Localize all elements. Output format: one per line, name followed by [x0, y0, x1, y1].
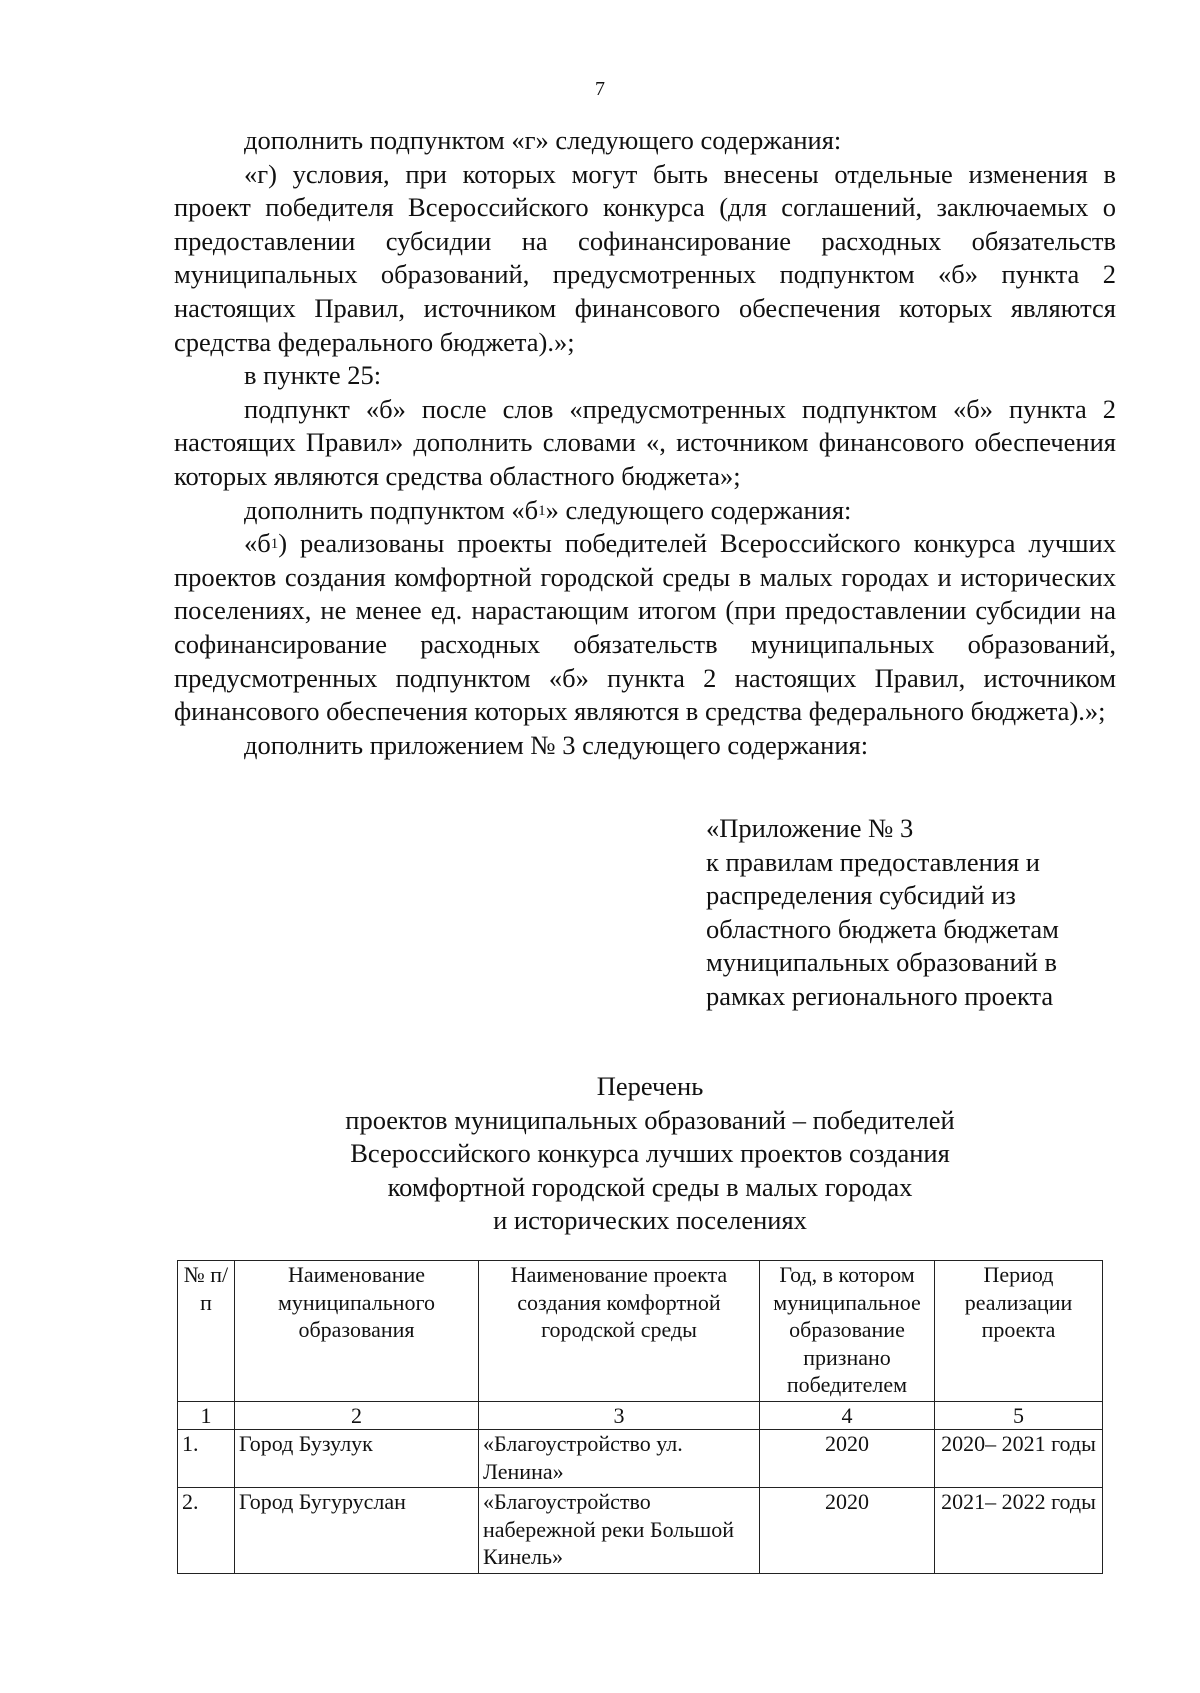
row-project: «Благоустройство набережной реки Большой Кинель»: [479, 1488, 760, 1574]
column-number: 4: [760, 1401, 935, 1430]
superscript: 1: [270, 536, 279, 553]
projects-table: [177, 1260, 1103, 1574]
row-municipality: Город Бузулук: [235, 1430, 479, 1488]
column-number: 2: [235, 1401, 479, 1430]
paragraph-clause-25: в пункте 25:: [244, 360, 382, 391]
appendix-line: распределения субсидий из: [706, 880, 1016, 910]
text-segment: » следующего содержания:: [545, 494, 852, 525]
row-number: 1.: [178, 1430, 235, 1488]
list-title: [250, 1070, 1050, 1238]
paragraph-add-appendix-3: дополнить приложением № 3 следующего содержания:: [244, 729, 869, 760]
paragraph-add-subparagraph-b1: [174, 494, 1116, 528]
column-number: 1: [178, 1401, 235, 1430]
title-line: Всероссийского конкурса лучших проектов создания: [350, 1138, 950, 1168]
column-number: 3: [479, 1401, 760, 1430]
title-line: комфортной городской среды в малых городах: [387, 1171, 913, 1202]
header-year: Год, в котором муниципальное образование признано победителем: [760, 1261, 935, 1402]
row-municipality: Город Бугуруслан: [235, 1488, 479, 1574]
appendix-line: областного бюджета бюджетам: [706, 913, 1059, 944]
document-body: [174, 124, 1116, 762]
appendix-line: муниципальных образований в: [706, 947, 1058, 977]
row-period: 2020– 2021 годы: [935, 1430, 1103, 1488]
appendix-line: «Приложение № 3: [706, 813, 914, 843]
paragraph-subparagraph-b-amendment: подпункт «б» после слов «предусмотренных подпунктом «б» пункта 2 настоящих Правил» дополнить словами «, источником финансового обеспечения которых являются средства областного бюджета»;: [174, 393, 1116, 491]
column-number-row: [178, 1401, 1103, 1430]
appendix-line: рамках регионального проекта: [706, 980, 1054, 1011]
table-row: [178, 1488, 1103, 1574]
title-line: и исторических поселениях: [493, 1205, 807, 1235]
header-municipality: Наименование муниципального образования: [235, 1261, 479, 1402]
paragraph-subparagraph-g-text: «г) условия, при которых могут быть внесены отдельные изменения в проект победителя Всероссийского конкурса (для соглашений, заключаемых о предоставлении субсидии на софинансирование расходных обязательств муниципальных образований, предусмотренных подпунктом «б» пункта 2 настоящих Правил, источником финансового обеспечения которых являются средства федерального бюджета).»;: [174, 158, 1116, 357]
appendix-header: [706, 812, 1126, 1013]
table-header-row: [178, 1261, 1103, 1402]
row-year: 2020: [760, 1488, 935, 1574]
paragraph-add-subparagraph-g: дополнить подпунктом «г» следующего содержания:: [244, 125, 842, 155]
paragraph-subparagraph-b1-text: [174, 527, 1116, 729]
title-line: Перечень: [596, 1071, 704, 1101]
header-number: № п/п: [178, 1261, 235, 1402]
superscript: 1: [538, 502, 546, 519]
header-period: Период реализации проекта: [935, 1261, 1103, 1402]
header-project: Наименование проекта создания комфортной городской среды: [479, 1261, 760, 1402]
page-number: 7: [595, 78, 605, 100]
text-segment: ) реализованы проекты победителей Всероссийского конкурса лучших проектов создания комфортной городской среды в малых городах и исторических поселениях, не менее ед. нарастающим итогом (при предоставлении субсидии на софинансирование расходных обязательств муниципальных образований, предусмотренных подпунктом «б» пункта 2 настоящих Правил, источником финансового обеспечения которых являются в средства федерального бюджета).»;: [174, 528, 1116, 727]
appendix-line: к правилам предоставления и: [706, 846, 1040, 877]
title-line: проектов муниципальных образований – победителей: [345, 1104, 955, 1135]
row-project: «Благоустройство ул. Ленина»: [479, 1430, 760, 1488]
row-year: 2020: [760, 1430, 935, 1488]
table-row: [178, 1430, 1103, 1488]
row-number: 2.: [178, 1488, 235, 1574]
text-segment: дополнить подпунктом «б: [244, 494, 539, 525]
column-number: 5: [935, 1401, 1103, 1430]
text-segment: «б: [244, 528, 271, 559]
row-period: 2021– 2022 годы: [935, 1488, 1103, 1574]
